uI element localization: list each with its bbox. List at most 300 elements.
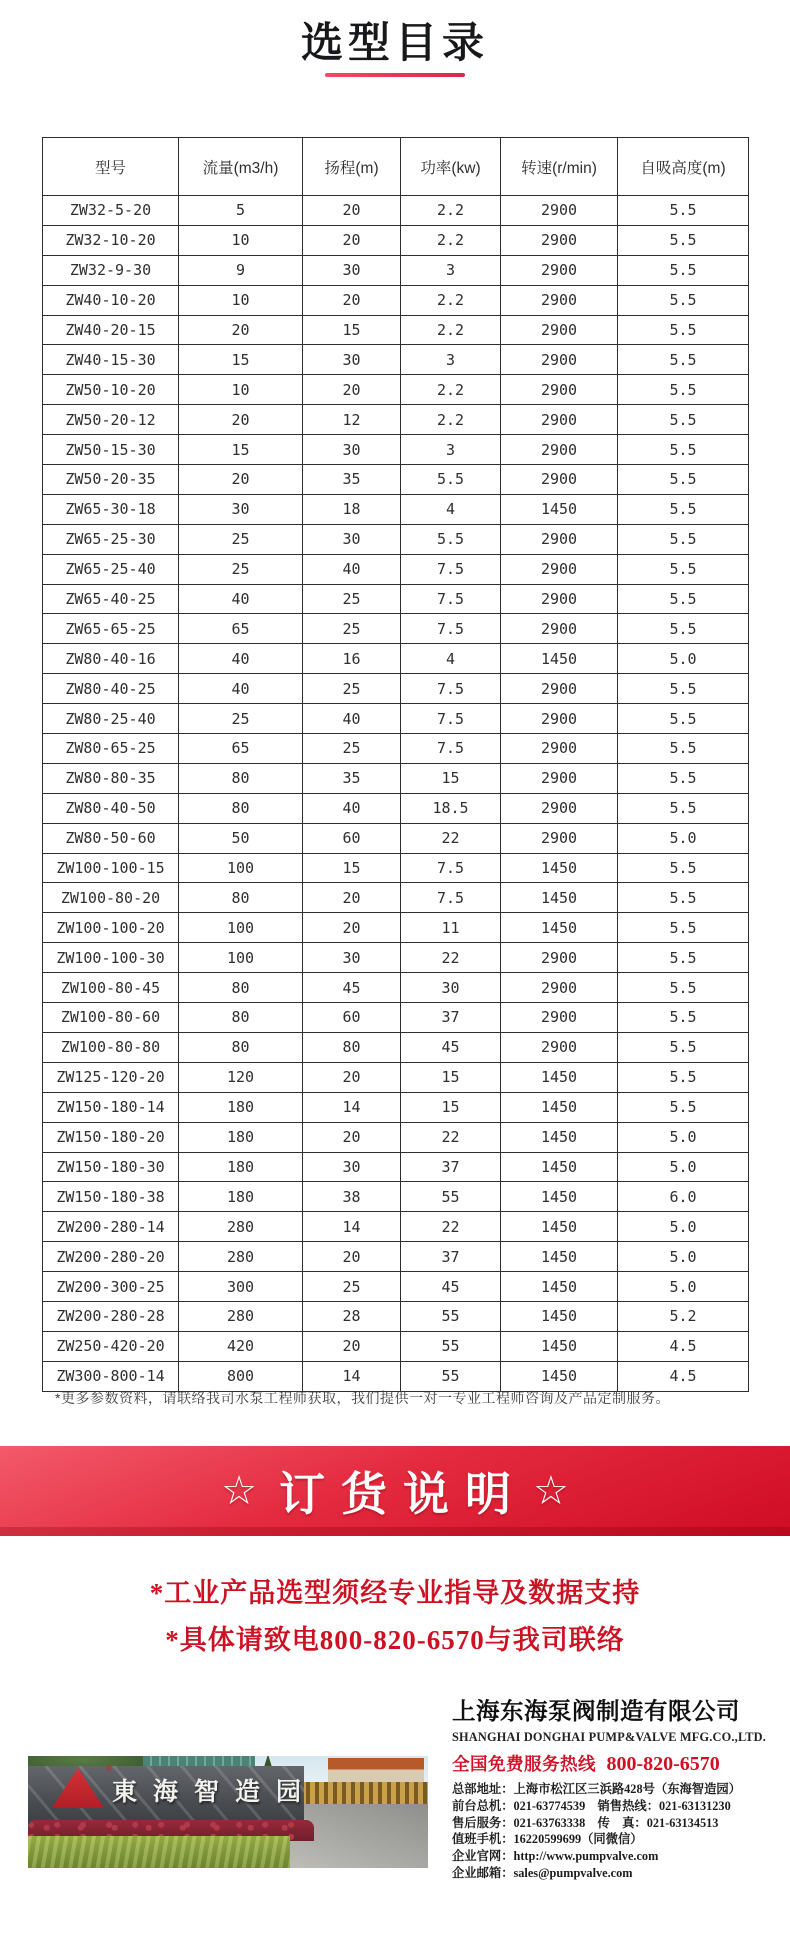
table-cell: ZW50-20-35 — [43, 465, 179, 495]
table-cell: 20 — [303, 913, 401, 943]
table-cell: ZW100-80-20 — [43, 883, 179, 913]
table-cell: 30 — [401, 973, 501, 1003]
table-cell: 30 — [303, 435, 401, 465]
table-row — [43, 285, 749, 315]
table-row — [43, 614, 749, 644]
table-cell: ZW32-5-20 — [43, 196, 179, 226]
table-cell: 1450 — [501, 1212, 618, 1242]
table-row — [43, 1242, 749, 1272]
table-cell: ZW100-80-60 — [43, 1003, 179, 1033]
table-row — [43, 823, 749, 853]
table-cell: 80 — [179, 763, 303, 793]
table-cell: ZW65-30-18 — [43, 494, 179, 524]
table-cell: ZW40-10-20 — [43, 285, 179, 315]
table-cell: 65 — [179, 614, 303, 644]
star-icon: ☆ — [533, 1469, 569, 1513]
table-cell: 2.2 — [401, 285, 501, 315]
table-row — [43, 405, 749, 435]
table-cell: ZW65-25-40 — [43, 554, 179, 584]
order-notes — [0, 1570, 790, 1664]
order-banner-title: 订货说明 — [279, 1468, 527, 1520]
table-cell: ZW80-40-25 — [43, 674, 179, 704]
table-cell: 60 — [303, 823, 401, 853]
table-cell: 300 — [179, 1272, 303, 1302]
table-cell: 1450 — [501, 1092, 618, 1122]
table-cell: 40 — [179, 584, 303, 614]
table-cell: 1450 — [501, 1242, 618, 1272]
table-cell: 100 — [179, 853, 303, 883]
table-cell: 2900 — [501, 524, 618, 554]
footnote: *更多参数资料，请联络我司水泵工程师获取，我们提供一对一专业工程师咨询及产品定制服务。 — [55, 1390, 670, 1406]
table-cell: ZW32-9-30 — [43, 255, 179, 285]
table-cell: 25 — [303, 614, 401, 644]
spec-table — [42, 137, 749, 1392]
table-cell: 2900 — [501, 375, 618, 405]
table-row — [43, 1182, 749, 1212]
table-cell: 20 — [303, 883, 401, 913]
table-cell: 45 — [401, 1272, 501, 1302]
table-cell: 28 — [303, 1301, 401, 1331]
table-cell: 5 — [179, 196, 303, 226]
table-cell: 4 — [401, 644, 501, 674]
table-row — [43, 255, 749, 285]
factory-photo — [28, 1756, 428, 1868]
table-cell: 55 — [401, 1331, 501, 1361]
table-cell: 80 — [303, 1032, 401, 1062]
table-cell: 45 — [303, 973, 401, 1003]
table-cell: 20 — [179, 405, 303, 435]
table-cell: ZW50-20-12 — [43, 405, 179, 435]
table-row — [43, 674, 749, 704]
table-cell: 420 — [179, 1331, 303, 1361]
table-row — [43, 1152, 749, 1182]
table-cell: ZW50-15-30 — [43, 435, 179, 465]
hotline-label: 全国免费服务热线 — [452, 1754, 596, 1774]
table-cell: 2.2 — [401, 196, 501, 226]
table-cell: 22 — [401, 943, 501, 973]
table-cell: 55 — [401, 1301, 501, 1331]
table-cell: 2900 — [501, 704, 618, 734]
table-cell: 5.5 — [618, 853, 749, 883]
table-cell: 80 — [179, 1032, 303, 1062]
table-cell: 2900 — [501, 823, 618, 853]
table-cell: 2.2 — [401, 405, 501, 435]
table-cell: ZW100-80-80 — [43, 1032, 179, 1062]
table-cell: 15 — [401, 1092, 501, 1122]
table-cell: ZW150-180-20 — [43, 1122, 179, 1152]
table-row — [43, 1301, 749, 1331]
table-cell: 2.2 — [401, 225, 501, 255]
page-title: 选型目录 — [300, 19, 489, 66]
table-row — [43, 973, 749, 1003]
table-cell: 5.0 — [618, 1152, 749, 1182]
table-cell: 5.5 — [618, 405, 749, 435]
table-cell: 2900 — [501, 1032, 618, 1062]
table-row — [43, 1212, 749, 1242]
table-cell: 20 — [303, 1062, 401, 1092]
table-row — [43, 1272, 749, 1302]
table-cell: 15 — [179, 345, 303, 375]
table-cell: 2900 — [501, 554, 618, 584]
registered-mark: ® — [106, 1764, 112, 1773]
table-cell: 25 — [179, 554, 303, 584]
table-cell: 30 — [303, 345, 401, 375]
table-cell: 5.5 — [618, 704, 749, 734]
table-cell: 2900 — [501, 584, 618, 614]
table-cell: 10 — [179, 225, 303, 255]
table-cell: 80 — [179, 1003, 303, 1033]
table-cell: 7.5 — [401, 614, 501, 644]
contact-line: 企业官网：http://www.pumpvalve.com — [452, 1849, 659, 1864]
table-cell: 9 — [179, 255, 303, 285]
table-cell: 4.5 — [618, 1361, 749, 1391]
table-cell: 5.2 — [618, 1301, 749, 1331]
table-cell: 2.2 — [401, 315, 501, 345]
table-cell: 5.5 — [618, 524, 749, 554]
table-cell: 2.2 — [401, 375, 501, 405]
table-cell: 30 — [303, 255, 401, 285]
order-note: *具体请致电800-820-6570与我司联络 — [165, 1625, 625, 1655]
table-cell: ZW50-10-20 — [43, 375, 179, 405]
table-cell: 37 — [401, 1003, 501, 1033]
table-cell: 3 — [401, 255, 501, 285]
order-note: *工业产品选型须经专业指导及数据支持 — [149, 1578, 641, 1608]
table-cell: 5.5 — [618, 973, 749, 1003]
table-cell: 60 — [303, 1003, 401, 1033]
table-cell: 20 — [179, 315, 303, 345]
table-row — [43, 1361, 749, 1391]
table-cell: 22 — [401, 1122, 501, 1152]
service-hotline — [452, 1751, 764, 1776]
table-cell: 2900 — [501, 734, 618, 764]
contact-line: 企业邮箱：sales@pumpvalve.com — [452, 1865, 633, 1880]
table-cell: 15 — [179, 435, 303, 465]
table-cell: 16 — [303, 644, 401, 674]
table-cell: 25 — [303, 674, 401, 704]
column-header: 型号 — [43, 138, 179, 196]
table-row — [43, 1092, 749, 1122]
column-header: 流量(m3/h) — [179, 138, 303, 196]
table-cell: 5.0 — [618, 823, 749, 853]
table-cell: 5.0 — [618, 1242, 749, 1272]
spec-table-body — [43, 196, 749, 1392]
table-cell: 7.5 — [401, 584, 501, 614]
table-cell: 5.5 — [618, 196, 749, 226]
table-cell: ZW65-40-25 — [43, 584, 179, 614]
table-row — [43, 196, 749, 226]
table-cell: 2900 — [501, 315, 618, 345]
table-cell: 40 — [303, 704, 401, 734]
table-cell: 20 — [303, 196, 401, 226]
table-cell: 55 — [401, 1182, 501, 1212]
table-cell: 5.5 — [618, 285, 749, 315]
table-cell: 7.5 — [401, 704, 501, 734]
table-cell: 5.5 — [618, 883, 749, 913]
table-cell: 15 — [401, 1062, 501, 1092]
table-row — [43, 1122, 749, 1152]
table-cell: 30 — [179, 494, 303, 524]
table-row — [43, 644, 749, 674]
table-cell: 5.5 — [618, 345, 749, 375]
table-row — [43, 554, 749, 584]
table-cell: 5.0 — [618, 1272, 749, 1302]
table-cell: 25 — [179, 704, 303, 734]
table-cell: 20 — [303, 285, 401, 315]
table-cell: 5.5 — [618, 225, 749, 255]
table-cell: 45 — [401, 1032, 501, 1062]
table-cell: 5.5 — [618, 913, 749, 943]
table-cell: 1450 — [501, 644, 618, 674]
table-cell: 4 — [401, 494, 501, 524]
contact-line: 值班手机：16220599699（同微信） — [452, 1832, 643, 1847]
table-cell: 4.5 — [618, 1331, 749, 1361]
table-cell: 5.5 — [618, 584, 749, 614]
table-cell: 5.0 — [618, 1122, 749, 1152]
table-cell: 7.5 — [401, 853, 501, 883]
table-cell: ZW65-25-30 — [43, 524, 179, 554]
table-cell: 6.0 — [618, 1182, 749, 1212]
table-cell: 20 — [303, 1242, 401, 1272]
table-cell: ZW200-300-25 — [43, 1272, 179, 1302]
table-cell: 1450 — [501, 1062, 618, 1092]
contact-line: 售后服务：021-63763338 传 真：021-63134513 — [452, 1815, 719, 1830]
table-cell: 5.5 — [618, 763, 749, 793]
table-cell: ZW80-65-25 — [43, 734, 179, 764]
table-cell: 5.5 — [618, 1092, 749, 1122]
table-cell: 1450 — [501, 913, 618, 943]
table-cell: ZW100-100-20 — [43, 913, 179, 943]
table-cell: 2900 — [501, 973, 618, 1003]
table-row — [43, 704, 749, 734]
table-cell: 180 — [179, 1092, 303, 1122]
table-cell: ZW40-20-15 — [43, 315, 179, 345]
table-cell: 1450 — [501, 1361, 618, 1391]
table-cell: 180 — [179, 1182, 303, 1212]
table-cell: 2900 — [501, 225, 618, 255]
table-cell: 2900 — [501, 763, 618, 793]
table-row — [43, 1331, 749, 1361]
table-cell: 2900 — [501, 255, 618, 285]
table-row — [43, 734, 749, 764]
table-cell: ZW200-280-14 — [43, 1212, 179, 1242]
table-cell: 5.5 — [618, 734, 749, 764]
company-block — [452, 1692, 764, 1882]
table-cell: ZW100-80-45 — [43, 973, 179, 1003]
table-cell: 15 — [303, 315, 401, 345]
table-cell: 100 — [179, 913, 303, 943]
table-cell: 1450 — [501, 1301, 618, 1331]
table-cell: 20 — [179, 465, 303, 495]
table-cell: 15 — [401, 763, 501, 793]
table-cell: 25 — [303, 1272, 401, 1302]
table-row — [43, 465, 749, 495]
table-cell: ZW150-180-38 — [43, 1182, 179, 1212]
table-cell: 5.5 — [618, 375, 749, 405]
table-cell: 18 — [303, 494, 401, 524]
table-cell: 5.5 — [618, 435, 749, 465]
table-cell: 5.5 — [401, 524, 501, 554]
table-cell: 37 — [401, 1242, 501, 1272]
table-cell: 10 — [179, 285, 303, 315]
table-row — [43, 524, 749, 554]
table-cell: 5.0 — [618, 644, 749, 674]
table-cell: 40 — [303, 793, 401, 823]
table-cell: 2900 — [501, 674, 618, 704]
column-header: 扬程(m) — [303, 138, 401, 196]
table-cell: 1450 — [501, 494, 618, 524]
table-cell: 2900 — [501, 285, 618, 315]
table-cell: 7.5 — [401, 883, 501, 913]
table-cell: ZW100-100-30 — [43, 943, 179, 973]
table-cell: 5.5 — [618, 793, 749, 823]
table-cell: 2900 — [501, 405, 618, 435]
table-row — [43, 943, 749, 973]
table-cell: 20 — [303, 225, 401, 255]
table-cell: ZW80-40-50 — [43, 793, 179, 823]
table-cell: 25 — [179, 524, 303, 554]
photo-lawn — [28, 1836, 290, 1868]
table-cell: 180 — [179, 1152, 303, 1182]
table-cell: 30 — [303, 943, 401, 973]
table-cell: 38 — [303, 1182, 401, 1212]
table-cell: 40 — [179, 674, 303, 704]
hotline-number: 800-820-6570 — [606, 1753, 720, 1775]
table-cell: ZW100-100-15 — [43, 853, 179, 883]
table-cell: 55 — [401, 1361, 501, 1391]
table-cell: ZW80-40-16 — [43, 644, 179, 674]
table-cell: 10 — [179, 375, 303, 405]
table-cell: ZW80-80-35 — [43, 763, 179, 793]
star-icon: ☆ — [221, 1469, 257, 1513]
table-row — [43, 1003, 749, 1033]
table-cell: ZW80-25-40 — [43, 704, 179, 734]
table-row — [43, 883, 749, 913]
company-name-cn: 上海东海泵阀制造有限公司 — [452, 1698, 740, 1724]
table-cell: ZW32-10-20 — [43, 225, 179, 255]
company-name-en: SHANGHAI DONGHAI PUMP&VALVE MFG.CO.,LTD. — [452, 1730, 766, 1744]
table-cell: 2900 — [501, 345, 618, 375]
table-cell: 1450 — [501, 1152, 618, 1182]
table-cell: 80 — [179, 883, 303, 913]
table-cell: 280 — [179, 1301, 303, 1331]
table-cell: 5.5 — [618, 1032, 749, 1062]
table-cell: 22 — [401, 823, 501, 853]
table-row — [43, 225, 749, 255]
table-cell: 14 — [303, 1092, 401, 1122]
table-cell: 280 — [179, 1242, 303, 1272]
table-row — [43, 435, 749, 465]
table-cell: 1450 — [501, 1182, 618, 1212]
table-cell: 1450 — [501, 883, 618, 913]
table-cell: 7.5 — [401, 554, 501, 584]
table-cell: 15 — [303, 853, 401, 883]
table-cell: 3 — [401, 345, 501, 375]
contact-line: 前台总机：021-63774539 销售热线：021-63131230 — [452, 1798, 731, 1813]
table-cell: 5.5 — [618, 614, 749, 644]
table-cell: 25 — [303, 734, 401, 764]
table-cell: ZW200-280-20 — [43, 1242, 179, 1272]
table-cell: 20 — [303, 375, 401, 405]
table-row — [43, 375, 749, 405]
table-cell: 2900 — [501, 614, 618, 644]
table-cell: 35 — [303, 763, 401, 793]
table-cell: ZW150-180-30 — [43, 1152, 179, 1182]
table-cell: 120 — [179, 1062, 303, 1092]
table-cell: 2900 — [501, 793, 618, 823]
table-cell: 280 — [179, 1212, 303, 1242]
column-header: 转速(r/min) — [501, 138, 618, 196]
table-row — [43, 793, 749, 823]
table-cell: 20 — [303, 1122, 401, 1152]
column-header: 自吸高度(m) — [618, 138, 749, 196]
table-cell: 100 — [179, 943, 303, 973]
table-cell: 50 — [179, 823, 303, 853]
table-cell: 5.5 — [618, 255, 749, 285]
donghai-logo-icon — [52, 1768, 104, 1808]
table-cell: 2900 — [501, 465, 618, 495]
column-header: 功率(kw) — [401, 138, 501, 196]
table-cell: ZW300-800-14 — [43, 1361, 179, 1391]
contact-lines — [452, 1781, 764, 1882]
table-cell: ZW250-420-20 — [43, 1331, 179, 1361]
table-cell: 30 — [303, 1152, 401, 1182]
order-banner — [0, 1446, 790, 1536]
table-cell: 2900 — [501, 435, 618, 465]
table-row — [43, 584, 749, 614]
table-cell: 800 — [179, 1361, 303, 1391]
table-cell: 5.5 — [618, 674, 749, 704]
table-cell: 40 — [303, 554, 401, 584]
table-row — [43, 1062, 749, 1092]
table-cell: 65 — [179, 734, 303, 764]
photo-wall-text: 東海智造园 — [112, 1778, 318, 1806]
table-cell: 5.5 — [618, 1003, 749, 1033]
table-cell: 80 — [179, 793, 303, 823]
table-cell: 80 — [179, 973, 303, 1003]
table-cell: 22 — [401, 1212, 501, 1242]
table-cell: 2900 — [501, 196, 618, 226]
table-row — [43, 494, 749, 524]
table-cell: ZW40-15-30 — [43, 345, 179, 375]
table-cell: 5.5 — [618, 943, 749, 973]
table-cell: 12 — [303, 405, 401, 435]
table-cell: 25 — [303, 584, 401, 614]
table-cell: 2900 — [501, 943, 618, 973]
table-cell: 35 — [303, 465, 401, 495]
table-cell: 5.5 — [618, 494, 749, 524]
table-cell: 180 — [179, 1122, 303, 1152]
contact-line: 总部地址：上海市松江区三浜路428号（东海智造园） — [452, 1782, 741, 1796]
table-cell: 5.5 — [401, 465, 501, 495]
table-row — [43, 1032, 749, 1062]
title-underline — [325, 73, 465, 77]
table-cell: ZW65-65-25 — [43, 614, 179, 644]
table-cell: ZW200-280-28 — [43, 1301, 179, 1331]
table-cell: 18.5 — [401, 793, 501, 823]
table-row — [43, 853, 749, 883]
table-cell: 5.0 — [618, 1212, 749, 1242]
table-cell: 5.5 — [618, 1062, 749, 1092]
table-cell: 1450 — [501, 1122, 618, 1152]
table-cell: 1450 — [501, 853, 618, 883]
table-cell: 5.5 — [618, 465, 749, 495]
table-cell: 14 — [303, 1212, 401, 1242]
table-row — [43, 763, 749, 793]
table-row — [43, 345, 749, 375]
table-cell: 5.5 — [618, 315, 749, 345]
header-row — [43, 138, 749, 196]
table-cell: 14 — [303, 1361, 401, 1391]
